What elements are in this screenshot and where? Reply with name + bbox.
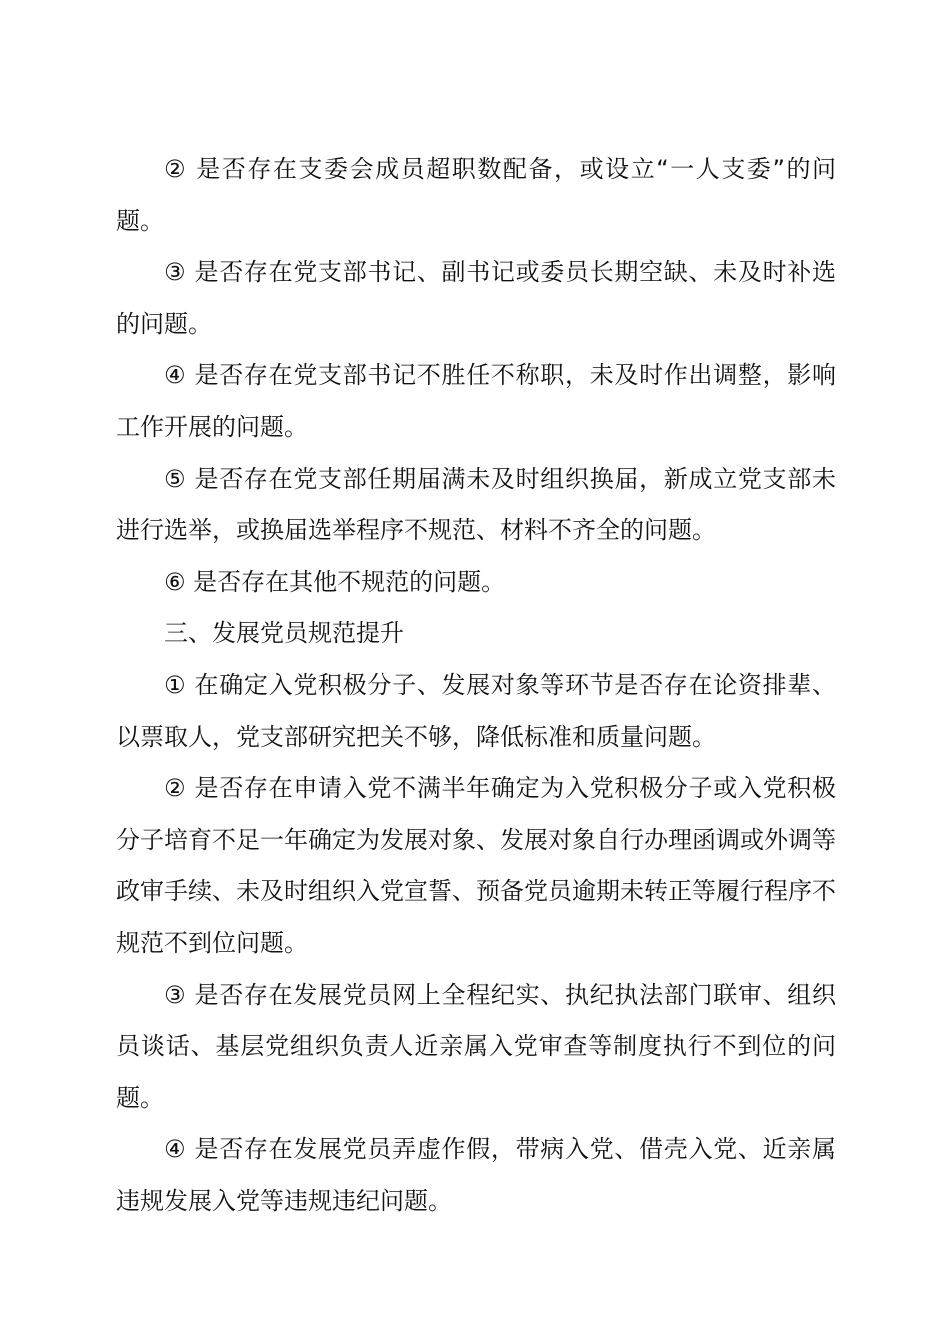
paragraph-item-1-selection: ① 在确定入党积极分子、发展对象等环节是否存在论资排辈、以票取人，党支部研究把关不够，降低标准和质量问题。: [116, 670, 836, 751]
paragraph-item-2-member-overstaffing: ② 是否存在支委会成员超职数配备，或设立“一人支委”的问题。: [116, 155, 836, 235]
section-heading-3: 三、发展党员规范提升: [164, 619, 404, 648]
paragraph-item-3-vacancy: ③ 是否存在党支部书记、副书记或委员长期空缺、未及时补选的问题。: [116, 258, 836, 338]
paragraph-item-5-election: ⑤ 是否存在党支部任期届满未及时组织换届，新成立党支部未进行选举，或换届选举程序不规范、材料不齐全的问题。: [116, 464, 836, 545]
paragraph-item-4-secretary-incompetence: ④ 是否存在党支部书记不胜任不称职，未及时作出调整，影响工作开展的问题。: [116, 361, 836, 441]
document-body: [116, 144, 836, 1227]
paragraph-item-2-procedure: ② 是否存在申请入党不满半年确定为入党积极分子或入党积极分子培育不足一年确定为发展对象、发展对象自行办理函调或外调等政审手续、未及时组织入党宣誓、预备党员逾期未转正等履行程序不规范不到位问题。: [116, 774, 836, 957]
paragraph-item-3-system-execution: ③ 是否存在发展党员网上全程纪实、执纪执法部门联审、组织员谈话、基层党组织负责人近亲属入党审查等制度执行不到位的问题。: [116, 980, 836, 1112]
paragraph-item-6-other: ⑥ 是否存在其他不规范的问题。: [164, 567, 506, 596]
paragraph-item-4-fraud: ④ 是否存在发展党员弄虚作假，带病入党、借壳入党、近亲属违规发展入党等违规违纪问题。: [116, 1135, 836, 1215]
